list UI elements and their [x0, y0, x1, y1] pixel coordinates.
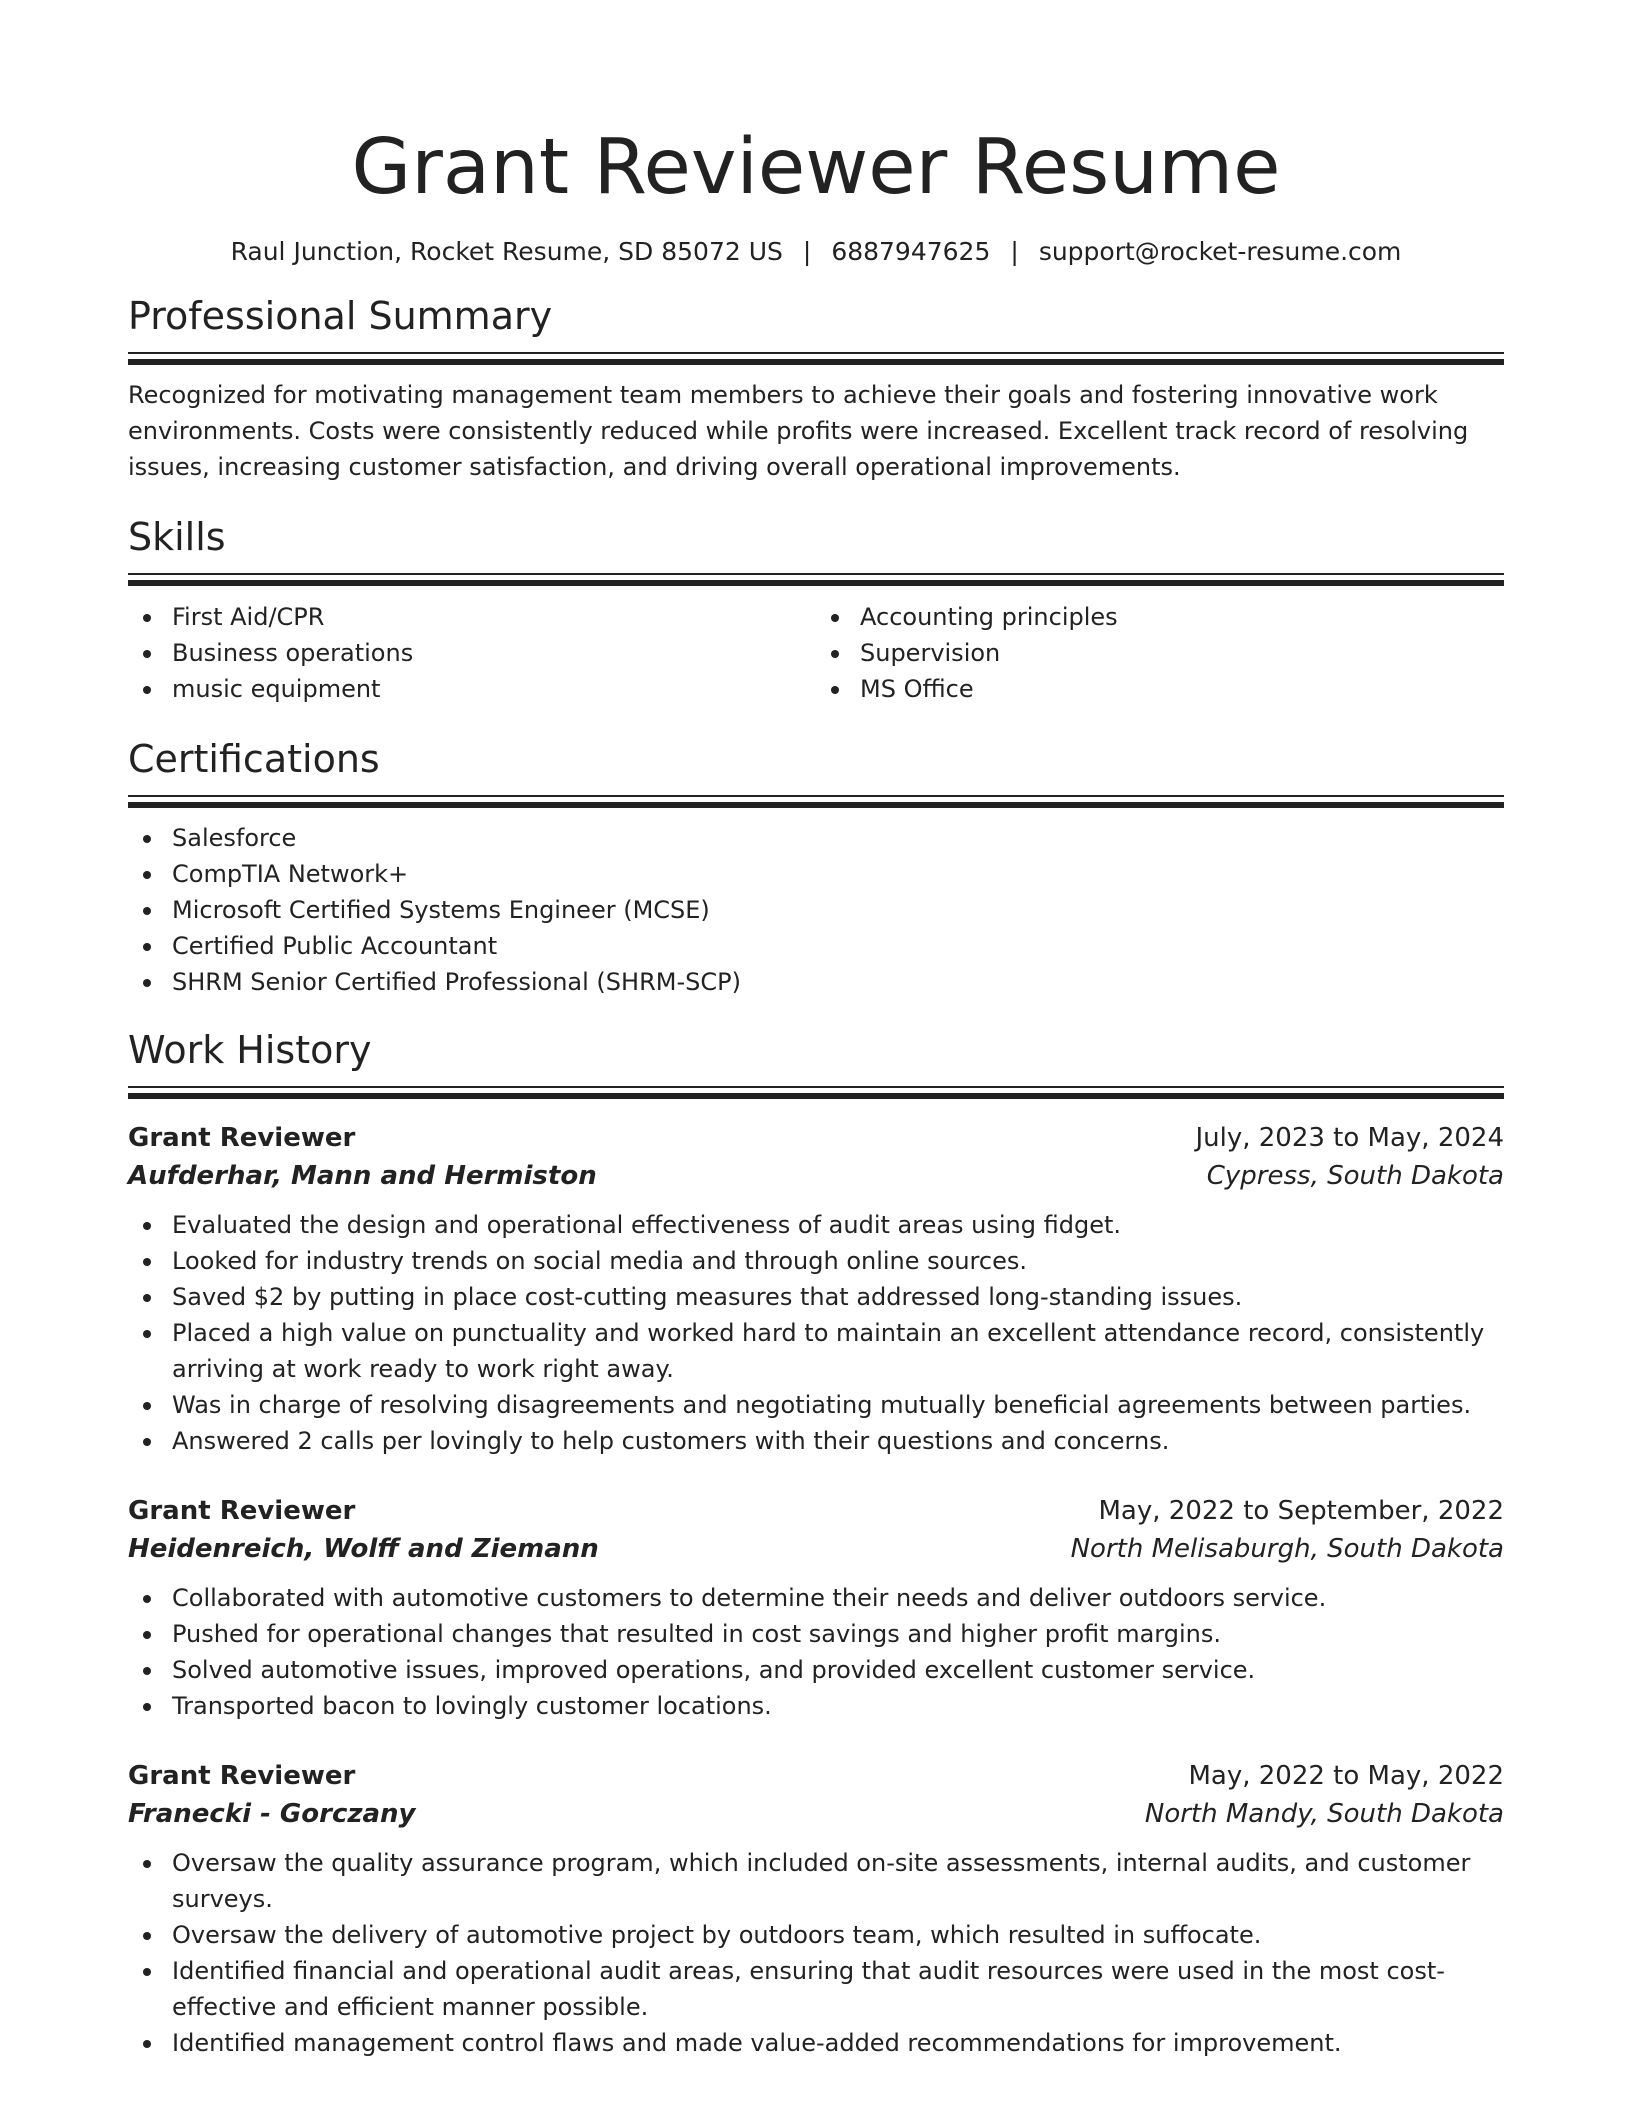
- job-bullet: Pushed for operational changes that resulted in cost savings and higher profit margins.: [172, 1616, 1504, 1652]
- job-entry: [128, 1757, 1504, 2061]
- job-bullet: Collaborated with automotive customers to determine their needs and deliver outdoors service.: [172, 1580, 1504, 1616]
- skill-item: Supervision: [860, 635, 1504, 671]
- certification-item: SHRM Senior Certified Professional (SHRM-SCP): [172, 964, 1504, 1000]
- job-bullet: Saved $2 by putting in place cost-cutting measures that addressed long-standing issues.: [172, 1279, 1504, 1315]
- job-bullet: Evaluated the design and operational effectiveness of audit areas using fidget.: [172, 1207, 1504, 1243]
- job-bullet: Transported bacon to lovingly customer locations.: [172, 1688, 1504, 1724]
- certification-item: Salesforce: [172, 820, 1504, 856]
- job-bullet: Solved automotive issues, improved operations, and provided excellent customer service.: [172, 1652, 1504, 1688]
- job-bullet: Answered 2 calls per lovingly to help customers with their questions and concerns.: [172, 1423, 1504, 1459]
- job-location: North Mandy, South Dakota: [1144, 1799, 1504, 1829]
- certification-item: CompTIA Network+: [172, 856, 1504, 892]
- job-bullet: Identified financial and operational audit areas, ensuring that audit resources were used in the most cost-effective and efficient manner possible.: [172, 1953, 1504, 2025]
- job-dates: May, 2022 to September, 2022: [1098, 1496, 1504, 1526]
- job-dates: May, 2022 to May, 2022: [1188, 1761, 1504, 1791]
- contact-email: support@rocket-resume.com: [1038, 237, 1402, 266]
- contact-line: [128, 236, 1504, 268]
- job-bullets: [128, 1580, 1504, 1724]
- job-title: Grant Reviewer: [128, 1123, 356, 1153]
- skills-heading: Skills: [128, 515, 226, 559]
- job-header-row: [128, 1492, 1504, 1530]
- resume-page: [128, 0, 1504, 2061]
- job-company: Heidenreich, Wolff and Ziemann: [128, 1534, 599, 1564]
- job-company-row: [128, 1530, 1504, 1568]
- skill-item: Accounting principles: [860, 599, 1504, 635]
- job-entry: [128, 1492, 1504, 1724]
- job-bullet: Oversaw the quality assurance program, which included on-site assessments, internal audits, and customer surveys.: [172, 1845, 1504, 1917]
- summary-text: Recognized for motivating management team members to achieve their goals and fostering innovative work environments. Costs were consistently reduced while profits were increased. Excellent track record of resolving issues, increasing customer satisfaction, and driving overall operational improvements.: [128, 381, 1469, 481]
- skills-section: [128, 513, 1504, 707]
- section-rule: [128, 573, 1504, 588]
- skills-grid: [128, 599, 1504, 707]
- job-bullets: [128, 1207, 1504, 1459]
- job-bullet: Oversaw the delivery of automotive project by outdoors team, which resulted in suffocate.: [172, 1917, 1504, 1953]
- job-title: Grant Reviewer: [128, 1496, 356, 1526]
- job-company: Franecki - Gorczany: [128, 1799, 416, 1829]
- job-dates: July, 2023 to May, 2024: [1195, 1123, 1504, 1153]
- skill-item: Business operations: [172, 635, 816, 671]
- section-rule: [128, 1086, 1504, 1101]
- job-bullet: Placed a high value on punctuality and worked hard to maintain an excellent attendance record, consistently arriving at work ready to work right away.: [172, 1315, 1504, 1387]
- skill-item: MS Office: [860, 671, 1504, 707]
- certifications-section: [128, 735, 1504, 1000]
- work-history-section: [128, 1026, 1504, 2061]
- skill-item: music equipment: [172, 671, 816, 707]
- job-bullet: Looked for industry trends on social media and through online sources.: [172, 1243, 1504, 1279]
- job-entry: [128, 1119, 1504, 1459]
- job-company-row: [128, 1157, 1504, 1195]
- certification-item: Microsoft Certified Systems Engineer (MCSE): [172, 892, 1504, 928]
- certifications-list: [128, 820, 1504, 1000]
- skills-list-left: [128, 599, 816, 707]
- work-history-heading: Work History: [128, 1028, 372, 1072]
- skills-list-right: [816, 599, 1504, 707]
- job-title: Grant Reviewer: [128, 1761, 356, 1791]
- job-bullets: [128, 1845, 1504, 2061]
- certifications-heading: Certifications: [128, 737, 380, 781]
- job-header-row: [128, 1119, 1504, 1157]
- contact-separator: |: [802, 237, 812, 266]
- job-bullet: Was in charge of resolving disagreements and negotiating mutually beneficial agreements between parties.: [172, 1387, 1504, 1423]
- job-header-row: [128, 1757, 1504, 1795]
- contact-separator: |: [1010, 237, 1019, 266]
- resume-title: Grant Reviewer Resume: [351, 123, 1281, 212]
- section-rule: [128, 352, 1504, 367]
- skill-item: First Aid/CPR: [172, 599, 816, 635]
- job-location: North Melisaburgh, South Dakota: [1070, 1534, 1504, 1564]
- job-company-row: [128, 1795, 1504, 1833]
- job-location: Cypress, South Dakota: [1206, 1161, 1504, 1191]
- job-company: Aufderhar, Mann and Hermiston: [128, 1161, 597, 1191]
- certification-item: Certified Public Accountant: [172, 928, 1504, 964]
- contact-phone: 6887947625: [831, 237, 991, 266]
- summary-section: [128, 292, 1504, 485]
- job-bullet: Identified management control flaws and made value-added recommendations for improvement.: [172, 2025, 1504, 2061]
- contact-address: Raul Junction, Rocket Resume, SD 85072 US: [230, 237, 783, 266]
- section-rule: [128, 795, 1504, 810]
- summary-heading: Professional Summary: [128, 294, 553, 338]
